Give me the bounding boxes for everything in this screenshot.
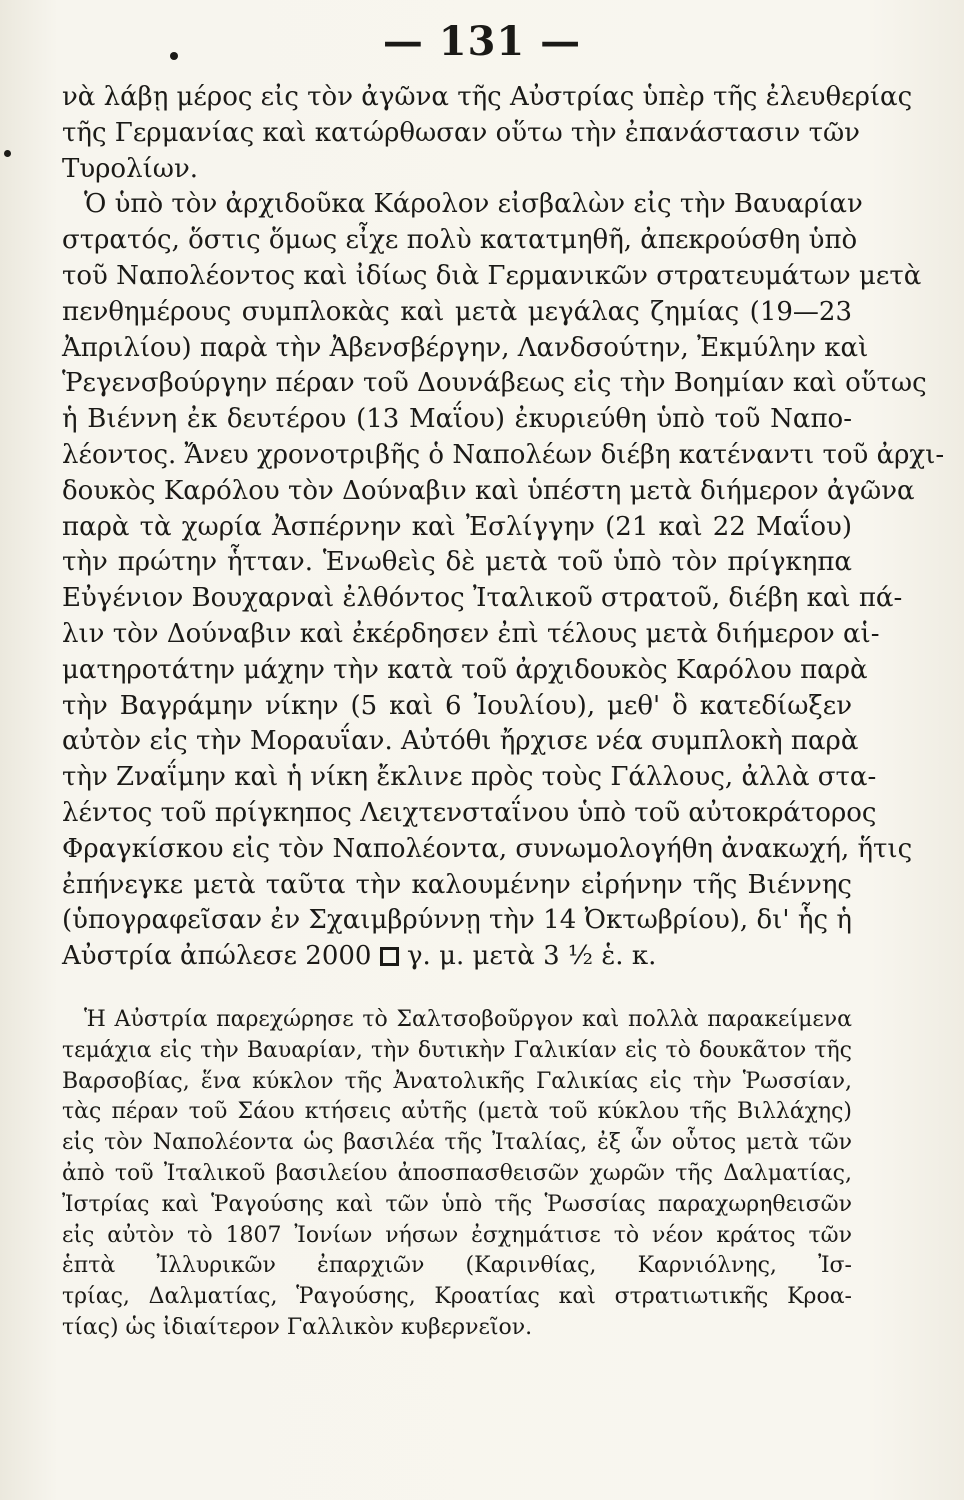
footnote-block xyxy=(62,1005,852,1344)
text-fragment: Αὐστρία ἀπώλεσε 2000 xyxy=(62,941,380,972)
text-line: στρατός, ὅστις ὅμως εἶχε πολὺ κατατμηθῆ, ἀπεκρούσθη ὑπὸ xyxy=(62,225,858,256)
text-line: λέντος τοῦ πρίγκηπος Λειχτενσταΐνου ὑπὸ τοῦ αὐτοκράτορος xyxy=(62,797,877,828)
square-symbol-icon xyxy=(380,947,399,966)
footnote-line: τρίας, Δαλματίας, Ῥαγούσης, Κροατίας καὶ στρατιωτικῆς Κροα- xyxy=(62,1284,852,1310)
text-line: τὴν πρώτην ἧτταν. Ἑνωθεὶς δὲ μετὰ τοῦ ὑπὸ τὸν πρίγκηπα xyxy=(62,547,852,578)
footnote-line: εἰς αὐτὸν τὸ 1807 Ἰονίων νήσων ἐσχημάτισε τὸ νέον κράτος τῶν xyxy=(62,1222,852,1248)
text-line: τοῦ Ναπολέοντος καὶ ἰδίως διὰ Γερμανικῶν στρατευμάτων μετὰ xyxy=(62,260,922,291)
text-line: Φραγκίσκου εἰς τὸν Ναπολέοντα, συνωμολογήθη ἀνακωχή, ἥτις xyxy=(62,833,913,864)
footnote-line: ἑπτὰ Ἰλλυρικῶν ἐπαρχιῶν (Καρινθίας, Καρνιόλνης, Ἰσ- xyxy=(62,1253,852,1279)
footnote-line: τίας) ὡς ἰδιαίτερον Γαλλικὸν κυβερνεῖον. xyxy=(62,1314,533,1340)
text-line: παρὰ τὰ χωρία Ἀσπέρνην καὶ Ἐσλίγγην (21 καὶ 22 Μαΐου) xyxy=(62,511,852,542)
footnote-line: τὰς πέραν τοῦ Σάου κτήσεις αὐτῆς (μετὰ τοῦ κύκλου τῆς Βιλλάχης) xyxy=(62,1099,852,1125)
text-line: λιν τὸν Δούναβιν καὶ ἐκέρδησεν ἐπὶ τέλους μετὰ διήμερον αἱ- xyxy=(62,618,880,649)
main-text-block xyxy=(62,80,945,975)
text-line: αὐτὸν εἰς τὴν Μοραυΐαν. Αὐτόθι ἤρχισε νέα συμπλοκὴ παρὰ xyxy=(62,726,859,757)
text-line: Ὁ ὑπὸ τὸν ἀρχιδοῦκα Κάρολον εἰσβαλὼν εἰς τὴν Βαυαρίαν xyxy=(84,189,863,220)
page-number: — 131 — xyxy=(382,18,582,65)
footnote-line: Ἡ Αὐστρία παρεχώρησε τὸ Σαλτσοβοῦργον καὶ πολλὰ παρακείμενα xyxy=(84,1007,852,1032)
text-line: τῆς Γερμανίας καὶ κατώρθωσαν οὕτω τὴν ἐπανάστασιν τῶν xyxy=(62,117,860,148)
text-line: δουκὸς Καρόλου τὸν Δούναβιν καὶ ὑπέστη μετὰ διήμερον ἀγῶνα xyxy=(62,475,915,506)
footnote-line: Ἰστρίας καὶ Ῥαγούσης καὶ τῶν ὑπὸ τῆς Ῥωσσίας παραχωρηθεισῶν xyxy=(62,1191,852,1217)
footnote-line: Βαρσοβίας, ἕνα κύκλον τῆς Ἀνατολικῆς Γαλικίας εἰς τὴν Ῥωσσίαν, xyxy=(62,1068,852,1094)
text-line: Ἀπριλίου) παρὰ τὴν Ἀβενσβέργην, Λανδσούτην, Ἐκμύλην καὶ xyxy=(62,332,869,363)
footnote-line: εἰς τὸν Ναπολέοντα ὡς βασιλέα τῆς Ἰταλίας, ἐξ ὧν οὗτος μετὰ τῶν xyxy=(62,1130,852,1156)
ink-speck xyxy=(4,150,11,157)
text-line: Εὐγένιον Βουχαρναὶ ἐλθόντος Ἰταλικοῦ στρατοῦ, διέβη καὶ πά- xyxy=(62,583,903,614)
footnote-line: τεμάχια εἰς τὴν Βαυαρίαν, τὴν δυτικὴν Γαλικίαν εἰς τὸ δουκᾶτον τῆς xyxy=(62,1037,852,1063)
text-line: πενθημέρους συμπλοκὰς καὶ μετὰ μεγάλας ζημίας (19—23 xyxy=(62,296,852,327)
text-fragment: γ. μ. μετὰ 3 ½ ἑ. κ. xyxy=(407,941,657,972)
footnote-line: ἀπὸ τοῦ Ἰταλικοῦ βασιλείου ἀποσπασθεισῶν χωρῶν τῆς Δαλματίας, xyxy=(62,1160,852,1186)
text-line: Τυρολίων. xyxy=(62,153,199,184)
text-line: τὴν Βαγράμην νίκην (5 καὶ 6 Ἰουλίου), μεθ' ὃ κατεδίωξεν xyxy=(62,690,852,721)
text-line: ἡ Βιέννη ἐκ δευτέρου (13 Μαΐου) ἐκυριεύθη ὑπὸ τοῦ Ναπο- xyxy=(62,404,852,435)
text-line: νὰ λάβῃ μέρος εἰς τὸν ἀγῶνα τῆς Αὐστρίας ὑπὲρ τῆς ἐλευθερίας xyxy=(62,82,913,112)
text-line-with-square-symbol xyxy=(62,939,852,975)
text-line: (ὑπογραφεῖσαν ἐν Σχαιμβρύννῃ τὴν 14 Ὀκτωβρίου), δι' ἧς ἡ xyxy=(62,905,852,936)
text-line: Ῥεγενσβούργην πέραν τοῦ Δουνάβεως εἰς τὴν Βοημίαν καὶ οὕτως xyxy=(62,368,927,399)
text-line: ἐπήνεγκε μετὰ ταῦτα τὴν καλουμένην εἰρήνην τῆς Βιέννης xyxy=(62,869,852,900)
text-line: ματηροτάτην μάχην τὴν κατὰ τοῦ ἀρχιδουκὸς Καρόλου παρὰ xyxy=(62,654,868,685)
text-line: τὴν Ζναΐμην καὶ ἡ νίκη ἔκλινε πρὸς τοὺς Γάλλους, ἀλλὰ στα- xyxy=(62,762,877,793)
text-line: λέοντος. Ἄνευ χρονοτριβῆς ὁ Ναπολέων διέβη κατέναντι τοῦ ἀρχι- xyxy=(62,439,945,470)
